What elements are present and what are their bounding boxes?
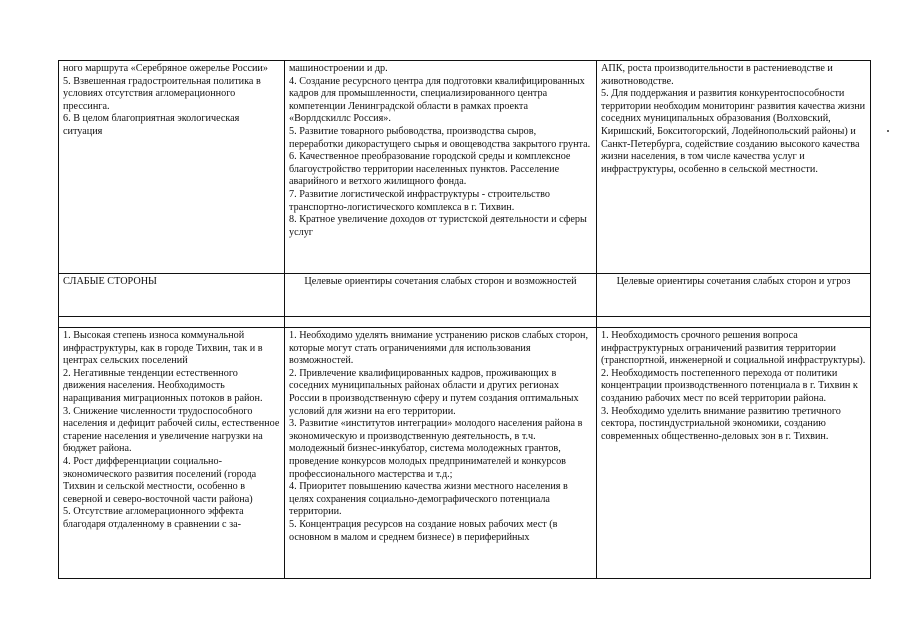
list-item: 6. Качественное преобразование городской среды и комплексное благоустройство территории населенных пунктов. Расселение аварийного и ветхого жилищного фонда. [289,151,571,188]
list-item: 5. Развитие товарного рыбоводства, производства сыров, переработки дикорастущего сырья и овощеводства закрытого грунта. [289,125,591,150]
list-item: 8. Кратное увеличение доходов от туристской деятельности и сферы услуг [289,214,587,238]
list-item: 4. Приоритет повышению качества жизни местного населения в целях сохранения социально-демографического потенциала территории. [289,481,568,518]
list-item: АПК, роста производительности в растениеводстве и животноводстве. [601,63,833,87]
list-item: 4. Рост дифференциации социально-экономического развития поселений (города Тихвин и сельской местности, особенно в северной и северо-восточной части района) [63,455,257,505]
list-item: 1. Необходимость срочного решения вопроса инфраструктурных ограничений развития территории (транспортной, инженерной и социальной инфраструктуры). [601,330,866,367]
table-row [59,328,871,579]
list-item: 7. Развитие логистической инфраструктуры - строительство транспортно-логистического комплекса в г. Тихвин. [289,188,550,213]
weaknesses-header: СЛАБЫЕ СТОРОНЫ [59,274,285,317]
list-item: 2. Привлечение квалифицированных кадров, проживающих в соседних муниципальных районах области и других регионах России в производственную сферу и путем создания оптимальных условий для жизни на его территории. [289,367,579,417]
list-item: 1. Высокая степень износа коммунальной инфраструктуры, как в городе Тихвин, так и в центрах сельских поселений [63,330,263,367]
list-item: 5. Взвешенная градостроительная политика в условиях отсутствия агломерационного прессинга. [63,75,261,112]
list-item: 2. Негативные тенденции естественного движения населения. Необходимость наращивания миграционных потоков в район. [63,367,263,404]
list-item: 5. Концентрация ресурсов на создание новых рабочих мест (в основном в малом и среднем бизнесе) в периферийных [289,518,558,543]
scan-speck [887,130,889,132]
list-item: 2. Необходимость постепенного перехода от политики концентрации производственного потенциала в г. Тихвин к созданию рабочих мест по всей территории района. [601,367,858,404]
weakness-threats-cell [597,328,871,579]
list-item: машиностроении и др. [289,63,388,74]
list-item: 5. Отсутствие агломерационного эффекта благодаря отдаленному в сравнении с за- [63,506,244,530]
list-item: 3. Развитие «институтов интеграции» молодого населения района в экономическую и производственную деятельность, в т.ч. молодежный бизнес-инкубатор, система молодежных грантов, проведение конкурсов молодых предпринимателей и конкурсов профессионального мастерства и т.д.; [289,418,583,480]
threats-targets-cell [597,61,871,274]
strengths-continued-cell [59,61,285,274]
list-item: 5. Для поддержания и развития конкурентоспособности территории необходим мониторинг развития качества жизни соседних муниципальных образования (Волховский, Киришский, Бокситогорский, Лодейнопольский районы) и Санкт-Петербурга, содействие созданию высокого качества жизни населения, в том числе качества услуг и инфраструктуры, особенно в сельской местности. [601,88,866,175]
list-item: 3. Снижение численности трудоспособного населения и дефицит рабочей силы, естественное старение населения и увеличение нагрузки на бюджет района. [63,405,280,455]
weaknesses-cell [59,328,285,579]
weakness-opportunities-header: Целевые ориентиры сочетания слабых сторон и возможностей [285,274,597,317]
weakness-opportunities-cell [285,328,597,579]
table-row [59,61,871,274]
list-item: 4. Создание ресурсного центра для подготовки квалифицированных кадров для промышленности, специализированного центра компетенции Ленинградской области в рамках проекта «Ворлдскиллс Россия». [289,75,585,125]
list-item: 1. Необходимо уделять внимание устранению рисков слабых сторон, которые могут стать ограничениями для использования возможностей. [289,330,589,367]
swot-table [58,60,871,579]
table-spacer-row [59,317,871,328]
list-item: 6. В целом благоприятная экологическая ситуация [63,113,240,137]
list-item: 3. Необходимо уделить внимание развитию третичного сектора, постиндустриальной экономики, созданию современных общественно-деловых зон в г. Тихвин. [601,405,841,442]
opportunities-targets-cell [285,61,597,274]
table-header-row [59,274,871,317]
weakness-threats-header: Целевые ориентиры сочетания слабых сторон и угроз [597,274,871,317]
list-item: ного маршрута «Серебряное ожерелье России» [63,63,268,74]
